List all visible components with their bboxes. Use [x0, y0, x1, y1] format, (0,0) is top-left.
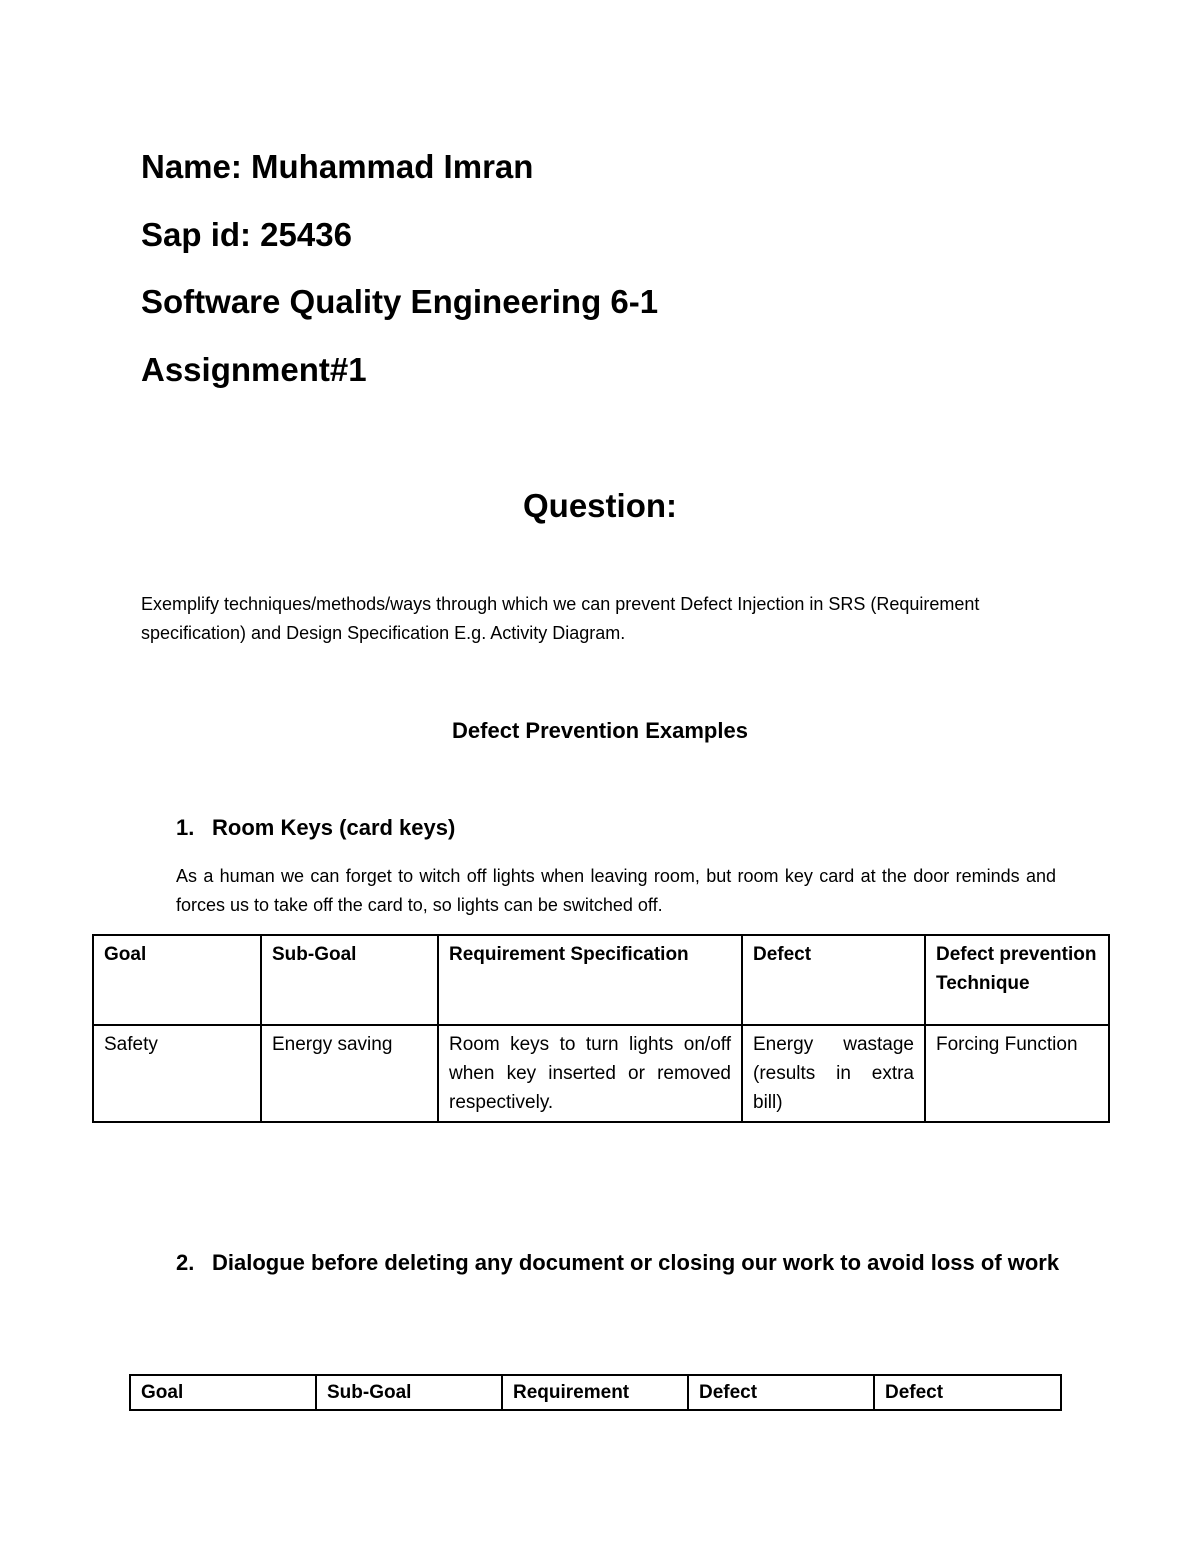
table-header-cell: Sub-Goal — [316, 1375, 502, 1410]
table-cell: Energy saving — [261, 1025, 438, 1122]
item-2-number: 2. — [176, 1250, 195, 1275]
table-header-cell: Defect — [742, 935, 925, 1025]
table-header-row — [93, 935, 1109, 1025]
table-header-cell: Defect — [688, 1375, 874, 1410]
section-title: Defect Prevention Examples — [452, 718, 748, 743]
item-1-heading-text: Room Keys (card keys) — [212, 815, 456, 840]
sap-id: Sap id: 25436 — [141, 216, 352, 253]
table-header-cell: Defect prevention Technique — [925, 935, 1109, 1025]
student-name: Name: Muhammad Imran — [141, 148, 534, 185]
defect-table-1 — [92, 934, 1110, 1123]
table-cell: Energy wastage (results in extra bill) — [742, 1025, 925, 1122]
table-header-cell: Sub-Goal — [261, 935, 438, 1025]
table-header-cell: Goal — [130, 1375, 316, 1410]
table-cell: Safety — [93, 1025, 261, 1122]
table-header-row — [130, 1375, 1061, 1410]
item-2-heading — [176, 1245, 1066, 1280]
item-1-heading — [176, 815, 1056, 841]
assignment-title: Assignment#1 — [141, 351, 367, 388]
defect-table-2 — [129, 1374, 1062, 1411]
table-header-cell: Defect — [874, 1375, 1061, 1410]
item-1-description: As a human we can forget to witch off lights when leaving room, but room key card at the door reminds and forces us to take off the card to, so lights can be switched off. — [176, 866, 1056, 915]
item-2-heading-text: Dialogue before deleting any document or closing our work to avoid loss of work — [212, 1250, 1060, 1275]
table-header-cell: Goal — [93, 935, 261, 1025]
table-header-cell: Requirement Specification — [438, 935, 742, 1025]
question-body: Exemplify techniques/methods/ways through which we can prevent Defect Injection in SRS (Requirement specification) and Design Specification E.g. Activity Diagram. — [141, 594, 980, 643]
table-header-cell: Requirement — [502, 1375, 688, 1410]
table-cell: Forcing Function — [925, 1025, 1109, 1122]
table-cell: Room keys to turn lights on/off when key inserted or removed respectively. — [438, 1025, 742, 1122]
course-title: Software Quality Engineering 6-1 — [141, 283, 659, 320]
item-1-number: 1. — [176, 815, 195, 840]
table-row — [93, 1025, 1109, 1122]
question-title: Question: — [523, 487, 677, 524]
